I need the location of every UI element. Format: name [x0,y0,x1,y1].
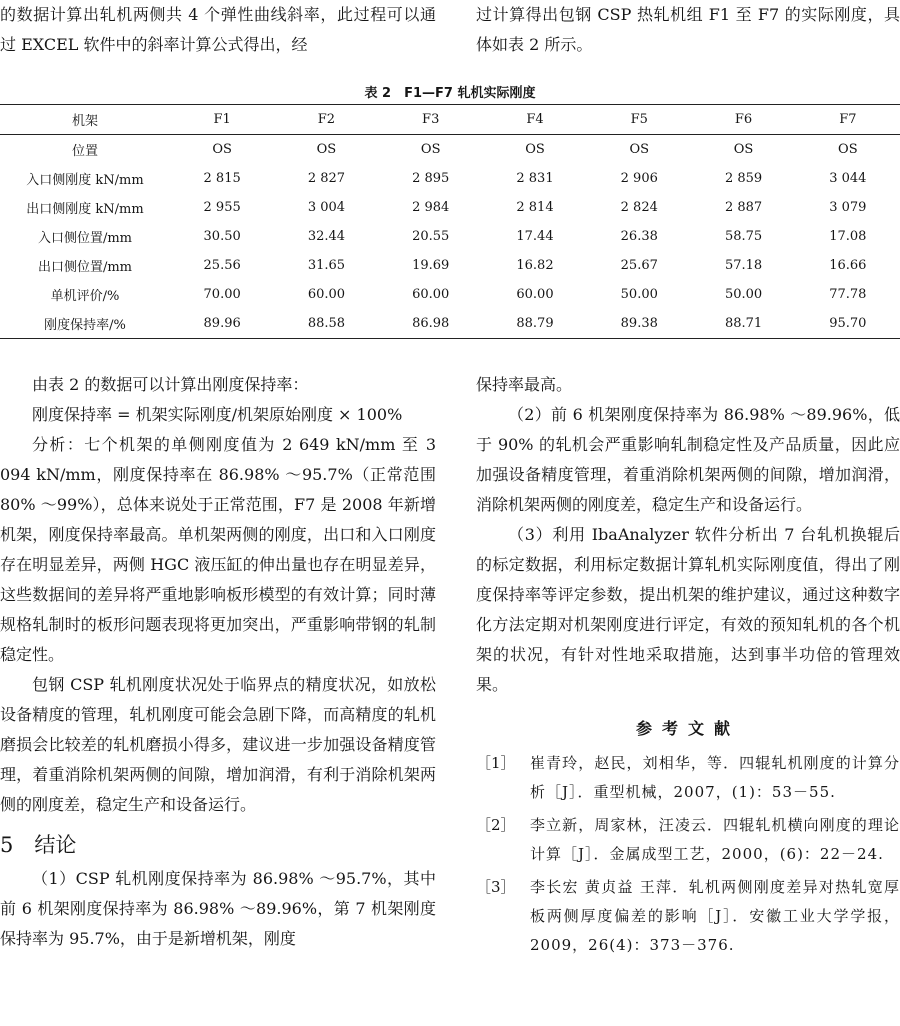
table-cell: 88.71 [724,316,763,331]
table-row [0,135,900,165]
table-header-cell: F3 [422,112,440,127]
table-row [0,280,900,309]
reference-text: 李立新，周家林，汪凌云．四辊轧机横向刚度的理论计算［J］．金属成型工艺，2000，(6)：22－24. [530,816,900,863]
table-cell: 77.78 [829,287,867,302]
table-cell: 57.18 [724,258,763,273]
table-header-cell: F1 [213,112,231,127]
table-cell: 2 831 [516,171,554,186]
table-cell: 86.98 [412,316,450,331]
top-right-paragraph [476,0,900,60]
left-para-1: 由表 2 的数据可以计算出刚度保持率： [32,375,309,394]
table-cell: 60.00 [516,287,554,302]
left-para-4: 包钢 CSP 轧机刚度状况处于临界点的精度状况，如放松设备精度的管理，轧机刚度可能会急剧下降，而高精度的轧机磨损会比较差的轧机磨损小得多，建议进一步加强设备精度管理，着重消除机架两侧的间隙，增加润滑，有利于消除机架两侧的刚度差，稳定生产和设备运行。 [0,675,436,814]
table-cell: 25.67 [620,258,658,273]
table-body [0,135,900,339]
right-para-1: 保持率最高。 [476,375,573,394]
table-cell: 20.55 [412,229,450,244]
table-cell: 16.82 [516,258,554,273]
table-cell: 2 827 [307,171,346,186]
reference-item [476,811,900,869]
table-header-cell: F7 [839,112,857,127]
table-header-cell: F6 [734,112,753,127]
reference-number: ［3］ [476,878,516,896]
reference-text: 李长宏 黄贞益 王萍．轧机两侧刚度差异对热轧宽厚板两侧厚度偏差的影响［J］．安徽工业大学学报，2009，26(4)：373－376. [530,878,900,954]
table-cell: 60.00 [307,287,346,302]
table-cell: 2 824 [620,200,658,215]
table-row [0,164,900,193]
table-cell: 50.00 [724,287,763,302]
top-left-paragraph [0,0,436,60]
table-cell: 25.56 [203,258,241,273]
reference-text: 崔青玲，赵民，刘相华，等．四辊轧机刚度的计算分析［J］．重型机械，2007，(1)：53－55. [530,754,900,801]
table-cell: 70.00 [203,287,241,302]
table-cell: 3 079 [829,200,867,215]
table-cell: 89.38 [620,316,658,331]
table-row-label: 位置 [71,144,98,159]
table-cell: 19.69 [412,258,450,273]
table-cell: 2 814 [516,200,554,215]
table-row-label: 单机评价/% [50,289,120,304]
table-cell: OS [212,142,232,157]
table-cell: 88.79 [516,316,554,331]
table-header-cell: F5 [630,112,648,127]
table-row-label: 出口侧位置/mm [37,260,133,275]
left-column [0,370,436,954]
table-cell: OS [629,142,650,157]
table-cell: 2 815 [203,171,241,186]
right-para-conclusion-2: （2）前 6 机架刚度保持率为 86.98% ～89.96%，低于 90% 的轧机会严重影响轧制稳定性及产品质量，因此应加强设备精度管理，着重消除机架两侧的间隙，增加润滑，消除机架两侧的刚度差，稳定生产和设备运行。 [476,405,900,514]
table-cell: 2 984 [412,200,450,215]
table-cell: 3 044 [829,171,867,186]
references-list [476,749,900,960]
reference-number: ［2］ [476,816,516,834]
table-header-cell: F2 [317,112,336,127]
table-cell: 3 004 [307,200,346,215]
reference-item [476,749,900,807]
table-row-label: 刚度保持率/% [44,318,126,333]
reference-item [476,873,900,960]
table-cell: OS [733,142,754,157]
table-row [0,251,900,280]
table-cell: 88.58 [307,316,346,331]
table-cell: 2 906 [620,171,658,186]
reference-number: ［1］ [476,754,516,772]
left-para-conclusion-1: （1）CSP 轧机刚度保持率为 86.98% ～95.7%，其中前 6 机架刚度保持率为 86.98% ～89.96%，第 7 机架刚度保持率为 95.7%，由于是新增机架，刚度 [0,869,436,948]
table-header-row [0,105,900,135]
table-cell: 2 955 [203,200,241,215]
table-row [0,222,900,251]
references-title: 参考文献 [635,719,740,738]
table-header-rowlabel: 机架 [71,114,98,129]
table-cell: 2 895 [412,171,450,186]
table-cell: 50.00 [620,287,658,302]
left-para-analysis: 分析：七个机架的单侧刚度值为 2 649 kN/mm 至 3 094 kN/mm，刚度保持率在 86.98% ～95.7%（正常范围 80% ～99%），总体来说处于正常范围，F7 是 2008 年新增机架，刚度保持率最高。单机架两侧的刚度，出口和入口刚度存在明显差异，两侧 HGC 液压缸的伸出量也存在明显差异，这些数据间的差异将严重地影响板形模型的有效计算；同时薄规格轧制时的板形问题表现将更加突出，严重影响带钢的轧制稳定性。 [0,435,436,664]
table-cell: 89.96 [203,316,241,331]
table-row [0,309,900,339]
right-column [476,370,900,964]
table-cell: 58.75 [724,229,763,244]
table-row-label: 出口侧刚度 kN/mm [26,202,144,217]
table-cell: 2 859 [724,171,763,186]
table-cell: 95.70 [829,316,867,331]
table-caption: 表 2 F1—F7 轧机实际刚度 [364,86,536,101]
table-cell: 31.65 [307,258,346,273]
table-cell: 17.44 [516,229,554,244]
table-row [0,193,900,222]
table-cell: 60.00 [412,287,450,302]
table-row-label: 入口侧刚度 kN/mm [26,173,144,188]
table-cell: 2 887 [724,200,763,215]
table-cell: 17.08 [829,229,867,244]
top-right-text: 过计算得出包钢 CSP 热轧机组 F1 至 F7 的实际刚度，具体如表 2 所示。 [476,5,900,54]
table-cell: 16.66 [829,258,867,273]
table-cell: OS [525,142,545,157]
table-cell: OS [838,142,858,157]
stiffness-table [0,104,900,339]
top-left-text: 的数据计算出轧机两侧共 4 个弹性曲线斜率，此过程可以通过 EXCEL 软件中的斜率计算公式得出，经 [0,5,436,54]
right-para-conclusion-3: （3）利用 IbaAnalyzer 软件分析出 7 台轧机换辊后的标定数据，利用标定数据计算轧机实际刚度值，得出了刚度保持率等评定参数，提出机架的维护建议，通过这种数字化方法定期对机架刚度进行评定，有效的预知轧机的各个机架的状况，有针对性地采取措施，达到事半功倍的管理效果。 [476,525,900,694]
table-cell: 26.38 [620,229,658,244]
table-cell: OS [316,142,337,157]
left-formula: 刚度保持率 = 机架实际刚度/机架原始刚度 × 100% [32,405,403,424]
table-cell: 30.50 [203,229,241,244]
table-cell: 32.44 [307,229,346,244]
table-row-label: 入口侧位置/mm [37,231,133,246]
table-header-cell: F4 [526,112,544,127]
table-cell: OS [420,142,441,157]
section-heading-conclusion: 5 结论 [0,833,77,857]
